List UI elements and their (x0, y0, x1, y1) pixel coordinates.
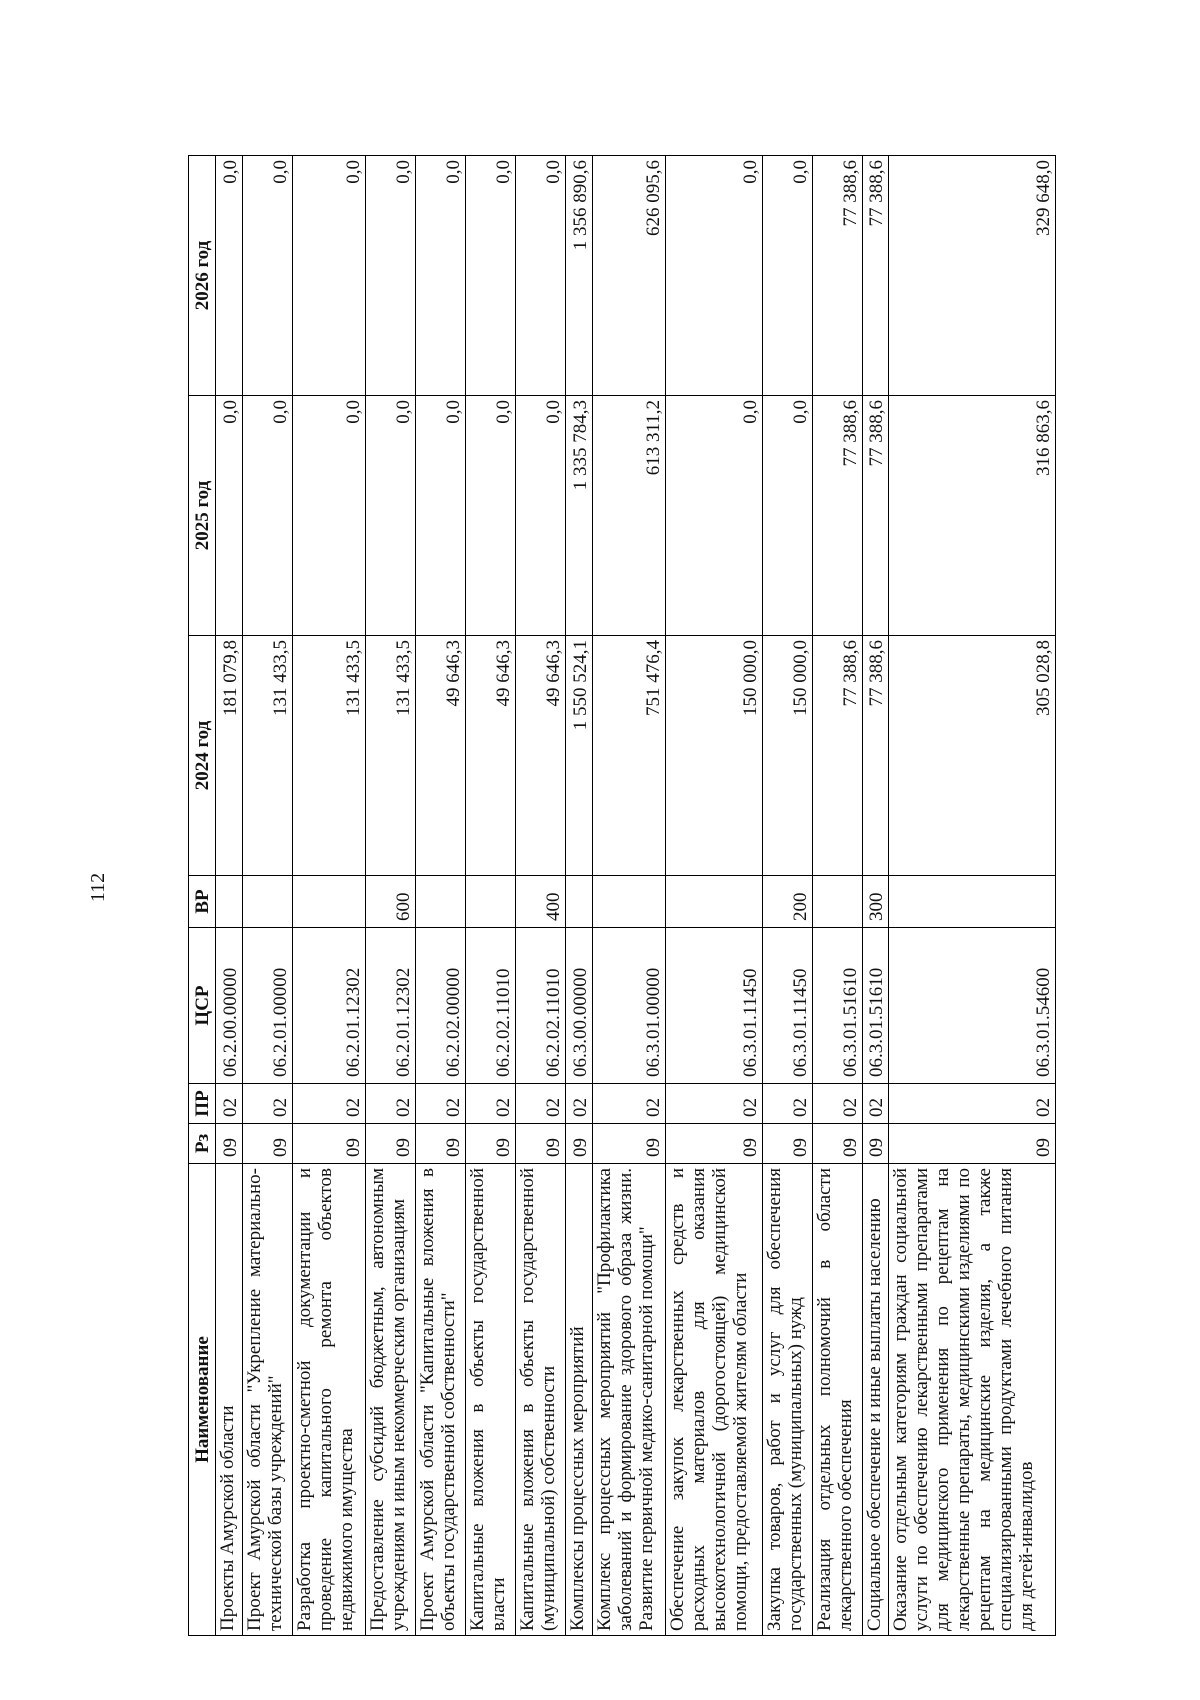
cell-rz: 09 (812, 1124, 862, 1164)
cell-2026: 0,0 (242, 156, 292, 396)
cell-2024: 150 000,0 (762, 636, 812, 876)
cell-vr: 300 (862, 876, 889, 928)
cell-rz: 09 (565, 1124, 592, 1164)
cell-vr: 600 (365, 876, 415, 928)
table-row (812, 156, 862, 1636)
table-header-row (189, 156, 216, 1636)
header-name: Наименование (189, 1164, 216, 1636)
cell-pr: 02 (889, 1084, 1056, 1124)
cell-2025: 0,0 (216, 396, 243, 636)
cell-name: Закупка товаров, работ и услуг для обеспечения государственных (муниципальных) нужд (762, 1164, 812, 1636)
header-pr: ПР (189, 1084, 216, 1124)
cell-vr (242, 876, 292, 928)
header-2025: 2025 год (189, 396, 216, 636)
table-row (415, 156, 465, 1636)
cell-2025: 316 863,6 (889, 396, 1056, 636)
cell-pr: 02 (762, 1084, 812, 1124)
cell-name: Проект Амурской области "Капитальные вложения в объекты государственной собственности" (415, 1164, 465, 1636)
table-row (465, 156, 515, 1636)
cell-rz: 09 (242, 1124, 292, 1164)
table-row (592, 156, 665, 1636)
header-2024: 2024 год (189, 636, 216, 876)
cell-pr: 02 (415, 1084, 465, 1124)
cell-csr: 06.2.01.12302 (365, 928, 415, 1084)
cell-2026: 0,0 (515, 156, 565, 396)
cell-csr: 06.2.02.11010 (515, 928, 565, 1084)
cell-csr: 06.2.01.00000 (242, 928, 292, 1084)
cell-2024: 150 000,0 (665, 636, 762, 876)
cell-csr: 06.3.01.51610 (812, 928, 862, 1084)
cell-name: Социальное обеспечение и иные выплаты населению (862, 1164, 889, 1636)
cell-2024: 751 476,4 (592, 636, 665, 876)
cell-2025: 0,0 (762, 396, 812, 636)
cell-pr: 02 (565, 1084, 592, 1124)
table-row (365, 156, 415, 1636)
cell-2026: 77 388,6 (812, 156, 862, 396)
cell-rz: 09 (862, 1124, 889, 1164)
cell-rz: 09 (216, 1124, 243, 1164)
table-row (862, 156, 889, 1636)
cell-2024: 77 388,6 (862, 636, 889, 876)
cell-vr (292, 876, 365, 928)
cell-2024: 131 433,5 (292, 636, 365, 876)
cell-name: Проект Амурской области "Укрепление материально-технической базы учреждений" (242, 1164, 292, 1636)
cell-2025: 0,0 (515, 396, 565, 636)
cell-csr: 06.3.01.54600 (889, 928, 1056, 1084)
cell-pr: 02 (665, 1084, 762, 1124)
cell-vr (665, 876, 762, 928)
header-vr: ВР (189, 876, 216, 928)
cell-2024: 1 550 524,1 (565, 636, 592, 876)
cell-2024: 49 646,3 (465, 636, 515, 876)
table-row (889, 156, 1056, 1636)
table-row (515, 156, 565, 1636)
table-row (762, 156, 812, 1636)
cell-2025: 0,0 (365, 396, 415, 636)
cell-csr: 06.2.02.00000 (415, 928, 465, 1084)
cell-name: Обеспечение закупок лекарственных средств и расходных материалов для оказания высокотехнологичной (дорогостоящей) медицинской помощи, предоставляемой жителям области (665, 1164, 762, 1636)
cell-2024: 181 079,8 (216, 636, 243, 876)
cell-pr: 02 (242, 1084, 292, 1124)
cell-name: Оказание отдельным категориям граждан социальной услуги по обеспечению лекарственными препаратами для медицинского применения по рецептам на лекарственные препараты, медицинскими изделиями по рецептам на медицинские изделия, а также специализированными продуктами лечебного питания для детей-инвалидов (889, 1164, 1056, 1636)
cell-rz: 09 (515, 1124, 565, 1164)
cell-2025: 0,0 (665, 396, 762, 636)
cell-vr (565, 876, 592, 928)
cell-rz: 09 (762, 1124, 812, 1164)
cell-2024: 131 433,5 (242, 636, 292, 876)
cell-csr: 06.2.02.11010 (465, 928, 515, 1084)
cell-vr (592, 876, 665, 928)
cell-pr: 02 (515, 1084, 565, 1124)
cell-2026: 0,0 (665, 156, 762, 396)
table-row (292, 156, 365, 1636)
cell-name: Комплекс процессных мероприятий "Профилактика заболеваний и формирование здорового образа жизни. Развитие первичной медико-санитарной помощи" (592, 1164, 665, 1636)
cell-2026: 0,0 (365, 156, 415, 396)
cell-rz: 09 (592, 1124, 665, 1164)
page-number: 112 (87, 872, 110, 903)
cell-2024: 77 388,6 (812, 636, 862, 876)
cell-csr: 06.3.01.11450 (762, 928, 812, 1084)
table-row (242, 156, 292, 1636)
cell-csr: 06.2.00.00000 (216, 928, 243, 1084)
cell-2026: 0,0 (292, 156, 365, 396)
cell-2025: 613 311,2 (592, 396, 665, 636)
cell-vr (216, 876, 243, 928)
cell-2026: 0,0 (465, 156, 515, 396)
cell-2024: 49 646,3 (515, 636, 565, 876)
cell-2025: 77 388,6 (862, 396, 889, 636)
cell-csr: 06.3.00.00000 (565, 928, 592, 1084)
cell-2025: 77 388,6 (812, 396, 862, 636)
cell-2026: 77 388,6 (862, 156, 889, 396)
cell-pr: 02 (862, 1084, 889, 1124)
cell-rz: 09 (665, 1124, 762, 1164)
rotated-table-container (188, 156, 1056, 1636)
cell-csr: 06.3.01.11450 (665, 928, 762, 1084)
cell-rz: 09 (292, 1124, 365, 1164)
cell-2024: 131 433,5 (365, 636, 415, 876)
table-row (216, 156, 243, 1636)
cell-pr: 02 (592, 1084, 665, 1124)
cell-rz: 09 (889, 1124, 1056, 1164)
cell-name: Разработка проектно-сметной документации и проведение капитального ремонта объектов недвижимого имущества (292, 1164, 365, 1636)
cell-name: Капитальные вложения в объекты государственной (муниципальной) собственности (515, 1164, 565, 1636)
cell-csr: 06.3.01.00000 (592, 928, 665, 1084)
cell-csr: 06.3.01.51610 (862, 928, 889, 1084)
cell-vr (812, 876, 862, 928)
cell-name: Капитальные вложения в объекты государственной власти (465, 1164, 515, 1636)
cell-2024: 49 646,3 (415, 636, 465, 876)
header-csr: ЦСР (189, 928, 216, 1084)
cell-vr (415, 876, 465, 928)
cell-name: Реализация отдельных полномочий в области лекарственного обеспечения (812, 1164, 862, 1636)
cell-2026: 1 356 890,6 (565, 156, 592, 396)
table-row (565, 156, 592, 1636)
cell-2026: 0,0 (415, 156, 465, 396)
header-rz: Рз (189, 1124, 216, 1164)
budget-table (188, 155, 1056, 1636)
cell-2026: 0,0 (216, 156, 243, 396)
cell-2025: 0,0 (415, 396, 465, 636)
cell-pr: 02 (365, 1084, 415, 1124)
cell-pr: 02 (216, 1084, 243, 1124)
cell-vr (465, 876, 515, 928)
cell-2026: 329 648,0 (889, 156, 1056, 396)
table-row (665, 156, 762, 1636)
cell-rz: 09 (465, 1124, 515, 1164)
cell-vr: 200 (762, 876, 812, 928)
cell-pr: 02 (292, 1084, 365, 1124)
cell-2025: 0,0 (292, 396, 365, 636)
cell-name: Предоставление субсидий бюджетным, автономным учреждениям и иным некоммерческим организациям (365, 1164, 415, 1636)
cell-rz: 09 (415, 1124, 465, 1164)
cell-vr (889, 876, 1056, 928)
cell-pr: 02 (465, 1084, 515, 1124)
cell-csr: 06.2.01.12302 (292, 928, 365, 1084)
cell-2025: 0,0 (242, 396, 292, 636)
cell-name: Проекты Амурской области (216, 1164, 243, 1636)
cell-2026: 0,0 (762, 156, 812, 396)
cell-2026: 626 095,6 (592, 156, 665, 396)
cell-2025: 1 335 784,3 (565, 396, 592, 636)
cell-2025: 0,0 (465, 396, 515, 636)
cell-2024: 305 028,8 (889, 636, 1056, 876)
cell-rz: 09 (365, 1124, 415, 1164)
cell-name: Комплексы процессных мероприятий (565, 1164, 592, 1636)
cell-pr: 02 (812, 1084, 862, 1124)
header-2026: 2026 год (189, 156, 216, 396)
cell-vr: 400 (515, 876, 565, 928)
